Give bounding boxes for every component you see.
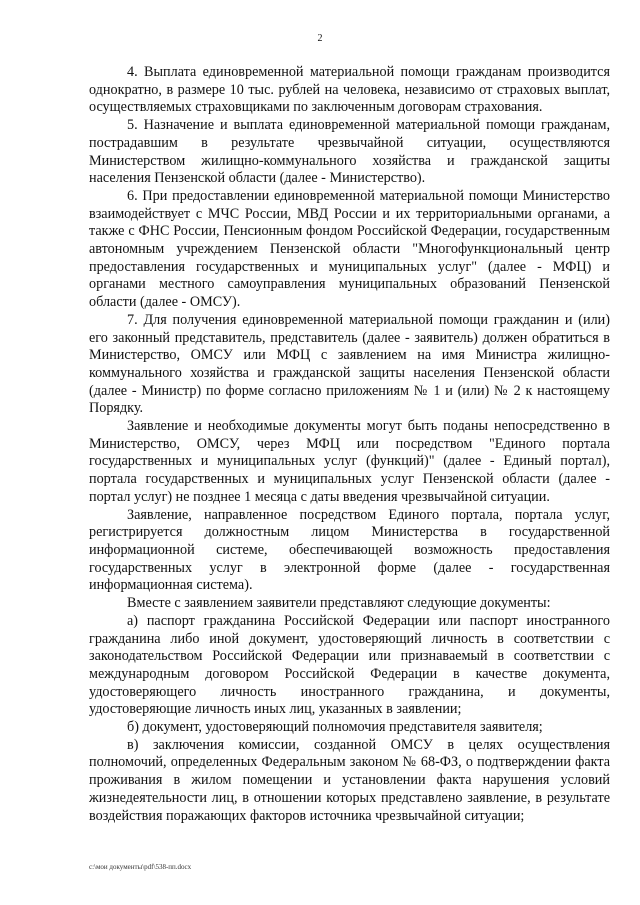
paragraph-5: 5. Назначение и выплата единовременной материальной помощи гражданам, пострадавшим в результате чрезвычайной ситуации, осуществляются Министерством жилищно-коммунального хозяйства и гражданской защиты населения Пензенской области (далее - Министерство). — [89, 117, 610, 187]
list-item-v: в) заключения комиссии, созданной ОМСУ в целях осуществления полномочий, определенных Федеральным законом № 68-ФЗ, о подтверждении факта проживания в жилом помещении и установлении факта нарушения условий жизнедеятельности лиц, в отношении которых представлено заявление, в результате воздействия поражающих факторов источника чрезвычайной ситуации; — [89, 736, 610, 824]
document-body — [89, 64, 610, 825]
list-item-b: б) документ, удостоверяющий полномочия представителя заявителя; — [127, 719, 543, 736]
footer-file-path: c:\мои документы\pdf\538-пп.docx — [89, 863, 192, 871]
page-number: 2 — [317, 33, 323, 44]
paragraph-7: 7. Для получения единовременной материальной помощи гражданин и (или) его законный представитель, представитель (далее - заявитель) должен обратиться в Министерство, ОМСУ или МФЦ с заявлением на имя Министра жилищно-коммунального хозяйства и гражданской защиты населения Пензенской области (далее - Министр) по форме согласно приложениям № 1 и (или) № 2 к настоящему Порядку. — [89, 311, 610, 417]
paragraph-application-registration: Заявление, направленное посредством Единого портала, портала услуг, регистрируется должностным лицом Министерства в государственной информационной системе, обеспечивающей возможность предоставления государственных услуг в электронной форме (далее - государственная информационная система). — [89, 506, 610, 594]
paragraph-documents-intro: Вместе с заявлением заявители представляют следующие документы: — [127, 595, 551, 612]
list-item-a: а) паспорт гражданина Российской Федерации или паспорт иностранного гражданина либо иной документ, удостоверяющий личность в соответствии с законодательством Российской Федерации или признаваемый в соответствии с международным договором Российской Федерации в качестве документа, удостоверяющего личность иностранного гражданина, и документы, удостоверяющие личность иных лиц, указанных в заявлении; — [89, 612, 610, 718]
paragraph-6: 6. При предоставлении единовременной материальной помощи Министерство взаимодействует с МЧС России, МВД России и их территориальными органами, а также с ФНС России, Пенсионным фондом Российской Федерации, государственным автономным учреждением Пензенской области "Многофункциональный центр предоставления государственных и муниципальных услуг" (далее - МФЦ) и органами местного самоуправления муниципальных образований Пензенской области (далее - ОМСУ). — [89, 187, 610, 311]
paragraph-4: 4. Выплата единовременной материальной помощи гражданам производится однократно, в размере 10 тыс. рублей на человека, независимо от страховых выплат, осуществляемых страховщиками по заключенным договорам страхования. — [89, 64, 610, 116]
paragraph-application-submission: Заявление и необходимые документы могут быть поданы непосредственно в Министерство, ОМСУ, через МФЦ или посредством "Единого портала государственных и муниципальных услуг (функций)" (далее - Единый портал), портала государственных и муниципальных услуг Пензенской области (далее - портал услуг) не позднее 1 месяца с даты введения чрезвычайной ситуации. — [89, 418, 610, 505]
